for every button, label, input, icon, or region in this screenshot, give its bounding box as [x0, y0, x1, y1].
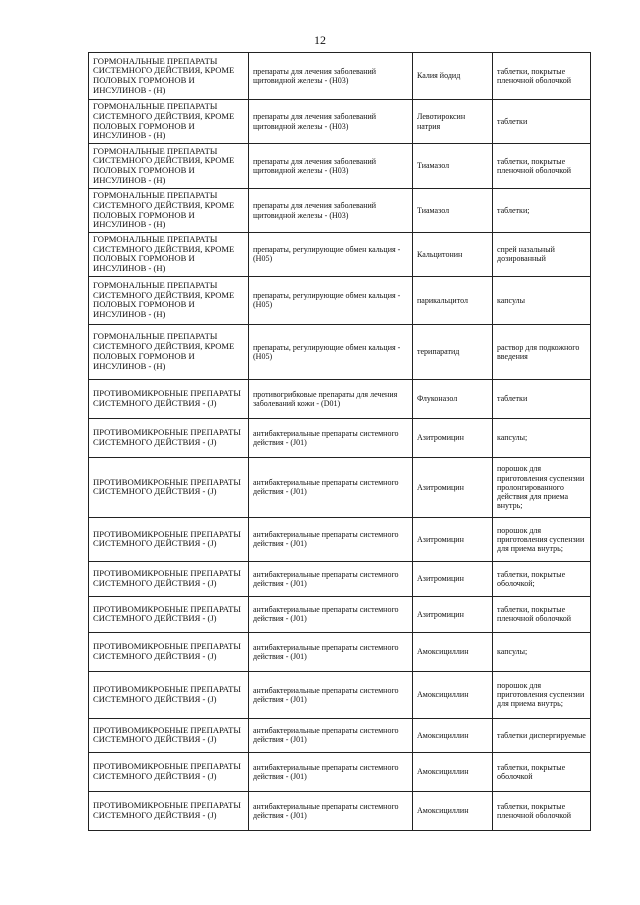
dosage-form-cell: таблетки, покрытые пленочной оболочкой	[493, 144, 591, 189]
drug-name-cell: Амоксициллин	[413, 632, 493, 671]
drug-name-cell: парикальцитол	[413, 276, 493, 324]
subgroup-cell: антибактериальные препараты системного действия - (J01)	[249, 596, 413, 632]
dosage-form-cell: таблетки диспергируемые	[493, 718, 591, 752]
group-cell: ПРОТИВОМИКРОБНЫЕ ПРЕПАРАТЫ СИСТЕМНОГО ДЕЙСТВИЯ - (J)	[89, 418, 249, 457]
subgroup-cell: антибактериальные препараты системного действия - (J01)	[249, 671, 413, 718]
subgroup-cell: антибактериальные препараты системного действия - (J01)	[249, 632, 413, 671]
subgroup-cell: препараты для лечения заболеваний щитовидной железы - (H03)	[249, 100, 413, 144]
group-cell: ПРОТИВОМИКРОБНЫЕ ПРЕПАРАТЫ СИСТЕМНОГО ДЕЙСТВИЯ - (J)	[89, 671, 249, 718]
subgroup-cell: препараты для лечения заболеваний щитовидной железы - (H03)	[249, 144, 413, 189]
table-row	[89, 324, 591, 379]
drug-list-table	[88, 52, 591, 831]
subgroup-cell: антибактериальные препараты системного действия - (J01)	[249, 457, 413, 517]
drug-name-cell: Азитромицин	[413, 517, 493, 561]
table-body	[89, 53, 591, 831]
drug-name-cell: терипаратид	[413, 324, 493, 379]
dosage-form-cell: раствор для подкожного введения	[493, 324, 591, 379]
drug-name-cell: Азитромицин	[413, 596, 493, 632]
group-cell: ГОРМОНАЛЬНЫЕ ПРЕПАРАТЫ СИСТЕМНОГО ДЕЙСТВИЯ, КРОМЕ ПОЛОВЫХ ГОРМОНОВ И ИНСУЛИНОВ - (H)	[89, 233, 249, 277]
group-cell: ПРОТИВОМИКРОБНЫЕ ПРЕПАРАТЫ СИСТЕМНОГО ДЕЙСТВИЯ - (J)	[89, 561, 249, 596]
drug-name-cell: Кальцитонин	[413, 233, 493, 277]
table-row	[89, 457, 591, 517]
subgroup-cell: антибактериальные препараты системного действия - (J01)	[249, 561, 413, 596]
table-row	[89, 276, 591, 324]
group-cell: ПРОТИВОМИКРОБНЫЕ ПРЕПАРАТЫ СИСТЕМНОГО ДЕЙСТВИЯ - (J)	[89, 517, 249, 561]
dosage-form-cell: спрей назальный дозированный	[493, 233, 591, 277]
dosage-form-cell: таблетки, покрытые пленочной оболочкой	[493, 53, 591, 100]
group-cell: ГОРМОНАЛЬНЫЕ ПРЕПАРАТЫ СИСТЕМНОГО ДЕЙСТВИЯ, КРОМЕ ПОЛОВЫХ ГОРМОНОВ И ИНСУЛИНОВ - (H)	[89, 144, 249, 189]
dosage-form-cell: таблетки, покрытые оболочкой	[493, 752, 591, 791]
dosage-form-cell: капсулы;	[493, 632, 591, 671]
dosage-form-cell: порошок для приготовления суспензии для приема внутрь;	[493, 671, 591, 718]
subgroup-cell: препараты, регулирующие обмен кальция - (H05)	[249, 324, 413, 379]
table-row	[89, 418, 591, 457]
table-row	[89, 632, 591, 671]
group-cell: ГОРМОНАЛЬНЫЕ ПРЕПАРАТЫ СИСТЕМНОГО ДЕЙСТВИЯ, КРОМЕ ПОЛОВЫХ ГОРМОНОВ И ИНСУЛИНОВ - (H)	[89, 324, 249, 379]
subgroup-cell: антибактериальные препараты системного действия - (J01)	[249, 418, 413, 457]
table-row	[89, 233, 591, 277]
table-row	[89, 189, 591, 233]
group-cell: ГОРМОНАЛЬНЫЕ ПРЕПАРАТЫ СИСТЕМНОГО ДЕЙСТВИЯ, КРОМЕ ПОЛОВЫХ ГОРМОНОВ И ИНСУЛИНОВ - (H)	[89, 276, 249, 324]
dosage-form-cell: таблетки	[493, 100, 591, 144]
subgroup-cell: препараты, регулирующие обмен кальция - (H05)	[249, 233, 413, 277]
table-row	[89, 144, 591, 189]
subgroup-cell: препараты для лечения заболеваний щитовидной железы - (H03)	[249, 189, 413, 233]
dosage-form-cell: капсулы	[493, 276, 591, 324]
table-row	[89, 561, 591, 596]
table-row	[89, 718, 591, 752]
table-row	[89, 379, 591, 418]
subgroup-cell: препараты, регулирующие обмен кальция - (H05)	[249, 276, 413, 324]
group-cell: ПРОТИВОМИКРОБНЫЕ ПРЕПАРАТЫ СИСТЕМНОГО ДЕЙСТВИЯ - (J)	[89, 457, 249, 517]
table-row	[89, 53, 591, 100]
drug-name-cell: Азитромицин	[413, 561, 493, 596]
table-row	[89, 596, 591, 632]
table-row	[89, 671, 591, 718]
dosage-form-cell: таблетки, покрытые пленочной оболочкой	[493, 791, 591, 830]
subgroup-cell: антибактериальные препараты системного действия - (J01)	[249, 752, 413, 791]
group-cell: ПРОТИВОМИКРОБНЫЕ ПРЕПАРАТЫ СИСТЕМНОГО ДЕЙСТВИЯ - (J)	[89, 752, 249, 791]
dosage-form-cell: таблетки	[493, 379, 591, 418]
dosage-form-cell: таблетки, покрытые пленочной оболочкой	[493, 596, 591, 632]
drug-name-cell: Амоксициллин	[413, 752, 493, 791]
drug-name-cell: Амоксициллин	[413, 671, 493, 718]
table-row	[89, 752, 591, 791]
drug-name-cell: Тиамазол	[413, 144, 493, 189]
drug-name-cell: Азитромицин	[413, 457, 493, 517]
drug-name-cell: Амоксициллин	[413, 718, 493, 752]
group-cell: ГОРМОНАЛЬНЫЕ ПРЕПАРАТЫ СИСТЕМНОГО ДЕЙСТВИЯ, КРОМЕ ПОЛОВЫХ ГОРМОНОВ И ИНСУЛИНОВ - (H)	[89, 53, 249, 100]
dosage-form-cell: порошок для приготовления суспензии пролонгированного действия для приема внутрь;	[493, 457, 591, 517]
drug-name-cell: Калия йодид	[413, 53, 493, 100]
subgroup-cell: антибактериальные препараты системного действия - (J01)	[249, 791, 413, 830]
subgroup-cell: антибактериальные препараты системного действия - (J01)	[249, 517, 413, 561]
subgroup-cell: антибактериальные препараты системного действия - (J01)	[249, 718, 413, 752]
table-row	[89, 517, 591, 561]
group-cell: ГОРМОНАЛЬНЫЕ ПРЕПАРАТЫ СИСТЕМНОГО ДЕЙСТВИЯ, КРОМЕ ПОЛОВЫХ ГОРМОНОВ И ИНСУЛИНОВ - (H)	[89, 189, 249, 233]
table-row	[89, 100, 591, 144]
group-cell: ПРОТИВОМИКРОБНЫЕ ПРЕПАРАТЫ СИСТЕМНОГО ДЕЙСТВИЯ - (J)	[89, 632, 249, 671]
group-cell: ПРОТИВОМИКРОБНЫЕ ПРЕПАРАТЫ СИСТЕМНОГО ДЕЙСТВИЯ - (J)	[89, 596, 249, 632]
group-cell: ГОРМОНАЛЬНЫЕ ПРЕПАРАТЫ СИСТЕМНОГО ДЕЙСТВИЯ, КРОМЕ ПОЛОВЫХ ГОРМОНОВ И ИНСУЛИНОВ - (H)	[89, 100, 249, 144]
dosage-form-cell: таблетки;	[493, 189, 591, 233]
group-cell: ПРОТИВОМИКРОБНЫЕ ПРЕПАРАТЫ СИСТЕМНОГО ДЕЙСТВИЯ - (J)	[89, 718, 249, 752]
drug-name-cell: Тиамазол	[413, 189, 493, 233]
group-cell: ПРОТИВОМИКРОБНЫЕ ПРЕПАРАТЫ СИСТЕМНОГО ДЕЙСТВИЯ - (J)	[89, 379, 249, 418]
subgroup-cell: препараты для лечения заболеваний щитовидной железы - (H03)	[249, 53, 413, 100]
drug-name-cell: Флуконазол	[413, 379, 493, 418]
table-row	[89, 791, 591, 830]
drug-name-cell: Азитромицин	[413, 418, 493, 457]
group-cell: ПРОТИВОМИКРОБНЫЕ ПРЕПАРАТЫ СИСТЕМНОГО ДЕЙСТВИЯ - (J)	[89, 791, 249, 830]
dosage-form-cell: порошок для приготовления суспензии для приема внутрь;	[493, 517, 591, 561]
drug-name-cell: Левотироксин натрия	[413, 100, 493, 144]
subgroup-cell: противогрибковые препараты для лечения заболеваний кожи - (D01)	[249, 379, 413, 418]
dosage-form-cell: таблетки, покрытые оболочкой;	[493, 561, 591, 596]
dosage-form-cell: капсулы;	[493, 418, 591, 457]
drug-name-cell: Амоксициллин	[413, 791, 493, 830]
page-number: 12	[314, 33, 326, 47]
